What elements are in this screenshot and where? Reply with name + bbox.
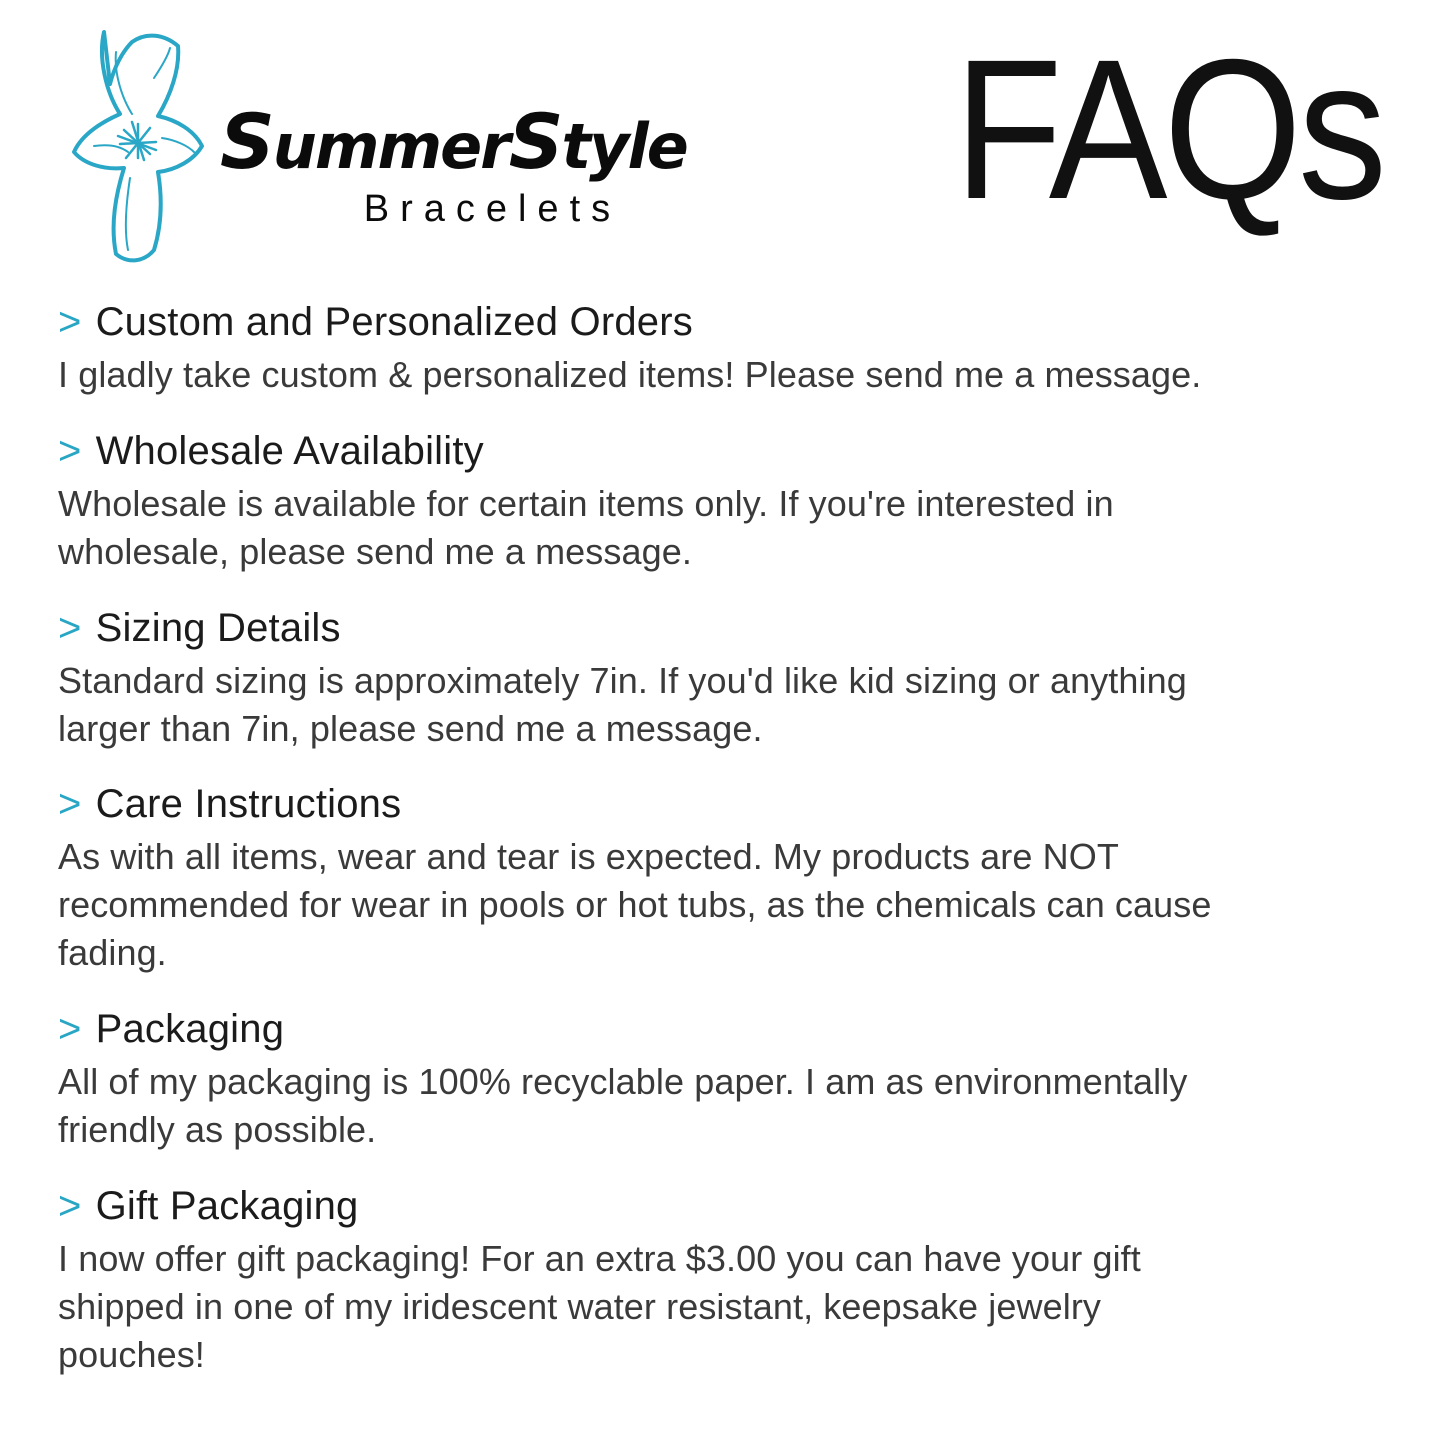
faq-question-label: Care Instructions xyxy=(95,782,402,827)
brand-name-s1: S xyxy=(220,97,273,186)
faq-answer: Wholesale is available for certain items only. If you're interested in wholesale, please send me a message. xyxy=(58,482,1114,572)
list-item xyxy=(58,1184,1258,1379)
faq-question[interactable] xyxy=(58,1184,1258,1229)
faq-question[interactable] xyxy=(58,429,1258,474)
page-title: FAQs xyxy=(953,17,1383,241)
faq-answer: As with all items, wear and tear is expected. My products are NOT recommended for wear in pools or hot tubs, as the chemicals can cause fading. xyxy=(58,836,1212,974)
faq-question[interactable] xyxy=(58,300,1258,345)
faq-question[interactable] xyxy=(58,1007,1258,1052)
faq-question[interactable] xyxy=(58,782,1258,827)
starfish-icon xyxy=(58,18,208,273)
chevron-right-icon: > xyxy=(58,1183,82,1228)
brand-name-tyle: tyle xyxy=(561,110,687,183)
brand-name-s2: S xyxy=(508,97,562,186)
chevron-right-icon: > xyxy=(58,782,82,827)
page-header xyxy=(0,0,1445,285)
faq-question-label: Custom and Personalized Orders xyxy=(95,300,693,344)
faq-answer: All of my packaging is 100% recyclable paper. I am as environmentally friendly as possible. xyxy=(58,1061,1188,1150)
list-item xyxy=(58,782,1258,977)
faq-answer: I gladly take custom & personalized items! Please send me a message. xyxy=(58,354,1202,395)
faq-question-label: Sizing Details xyxy=(95,605,341,650)
brand-name-ummer: ummer xyxy=(272,110,509,183)
brand-subtitle: Bracelets xyxy=(363,188,622,231)
chevron-right-icon: > xyxy=(58,428,82,473)
list-item xyxy=(58,429,1258,576)
faq-answer: Standard sizing is approximately 7in. If you'd like kid sizing or anything larger than 7in, please send me a message. xyxy=(58,659,1187,749)
faq-list xyxy=(58,300,1258,1408)
list-item xyxy=(58,1007,1258,1154)
chevron-right-icon: > xyxy=(58,1007,82,1051)
faq-question-label: Wholesale Availability xyxy=(95,428,484,473)
chevron-right-icon: > xyxy=(58,605,82,650)
faq-question[interactable] xyxy=(58,606,1258,651)
faq-answer: I now offer gift packaging! For an extra $3.00 you can have your gift shipped in one of my iridescent water resistant, keepsake jewelry pouches! xyxy=(58,1237,1141,1375)
list-item xyxy=(58,300,1258,399)
brand-lockup xyxy=(58,18,687,273)
faq-question-label: Gift Packaging xyxy=(95,1183,359,1228)
list-item xyxy=(58,606,1258,753)
faq-question-label: Packaging xyxy=(95,1007,285,1051)
brand-name xyxy=(220,97,687,186)
brand-text xyxy=(220,18,687,231)
chevron-right-icon: > xyxy=(58,300,82,344)
